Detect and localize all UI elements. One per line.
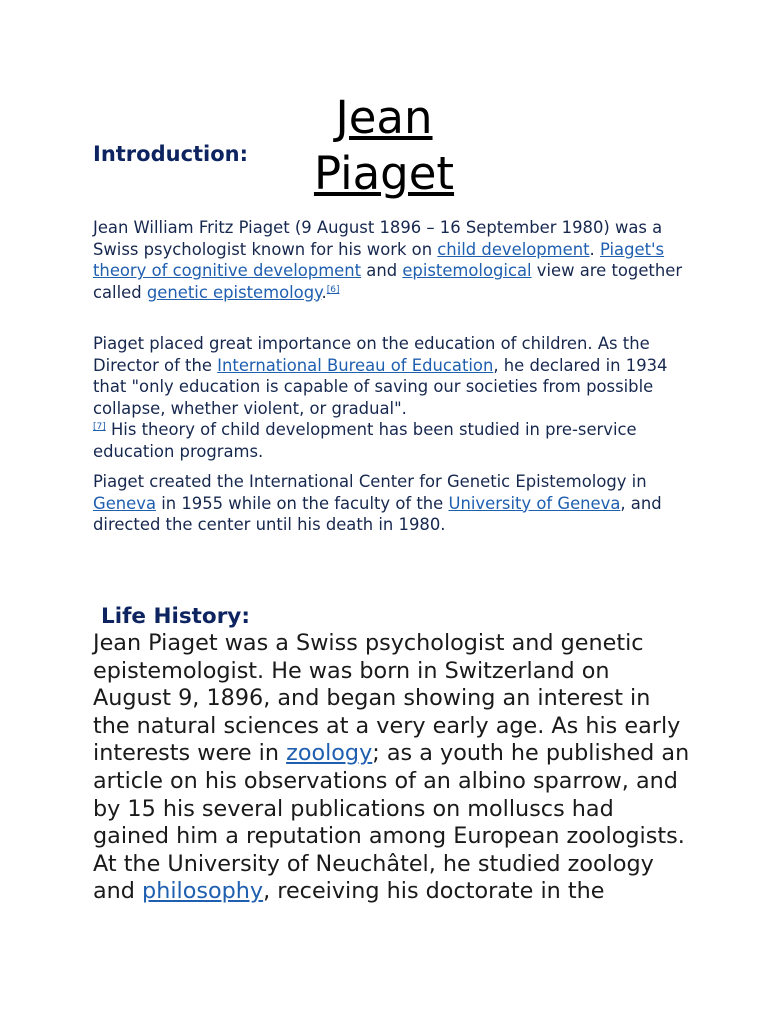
- introduction-heading: Introduction:: [93, 142, 249, 166]
- link-university-of-geneva[interactable]: University of Geneva: [448, 493, 621, 513]
- intro-paragraph-3: [93, 471, 683, 536]
- intro-paragraph-1: [93, 217, 683, 303]
- link-international-bureau[interactable]: International Bureau of Education: [217, 355, 494, 375]
- link-epistemological[interactable]: epistemological: [402, 261, 532, 281]
- p3-text-2: in 1955 while on the faculty of the: [156, 493, 449, 513]
- life-history-paragraph: [93, 630, 693, 906]
- page-title: [284, 90, 484, 202]
- p3-text-3: , and directed the center until his death in 1980.: [93, 493, 662, 535]
- link-genetic-epistemology[interactable]: genetic epistemology: [146, 282, 322, 302]
- p2-text-2: , he declared in 1934 that "only education is capable of saving our societies from possible collapse, whether violent, or gradual".: [93, 355, 668, 418]
- p1-text-4: view are together called: [93, 261, 683, 302]
- life-text-2: ; as a youth he published an article on his observations of an albino sparrow, and by 15 his several publications on molluscs had gained him a reputation among European zoologists. At the University of Neuchâtel, he studied zoology and: [93, 740, 690, 905]
- link-geneva[interactable]: Geneva: [93, 493, 157, 513]
- p2-text-1: Piaget placed great importance on the education of children. As the Director of the: [93, 334, 650, 375]
- life-text-1: Jean Piaget was a Swiss psychologist and genetic epistemologist. He was born in Switzerland on August 9, 1896, and began showing an interest in the natural sciences at a very early age. As his early interests were in: [93, 630, 681, 767]
- p1-text-1: Jean William Fritz Piaget (9 August 1896 – 16 September 1980) was a Swiss psychologist known for his work on: [93, 218, 663, 259]
- link-philosophy[interactable]: philosophy: [142, 878, 264, 905]
- p1-text-3: and: [361, 261, 403, 281]
- life-text-3: , receiving his doctorate in the: [263, 878, 605, 905]
- link-child-development[interactable]: child development: [437, 239, 590, 259]
- p1-text-5: .: [321, 282, 327, 302]
- title-line-1: Jean: [335, 91, 433, 144]
- p2-text-3: His theory of child development has been studied in pre-service education programs.: [93, 420, 637, 461]
- p1-text-2: .: [589, 239, 600, 259]
- intro-paragraph-2: [93, 333, 683, 463]
- citation-7[interactable]: [7]: [93, 422, 106, 433]
- link-piaget-theory[interactable]: Piaget's theory of cognitive development: [93, 239, 665, 281]
- citation-6[interactable]: [6]: [326, 284, 340, 295]
- title-line-2: Piaget: [313, 147, 455, 200]
- p3-text-1: Piaget created the International Center for Genetic Epistemology in: [93, 472, 647, 491]
- life-history-heading: Life History:: [101, 604, 250, 629]
- link-zoology[interactable]: zoology: [286, 740, 373, 767]
